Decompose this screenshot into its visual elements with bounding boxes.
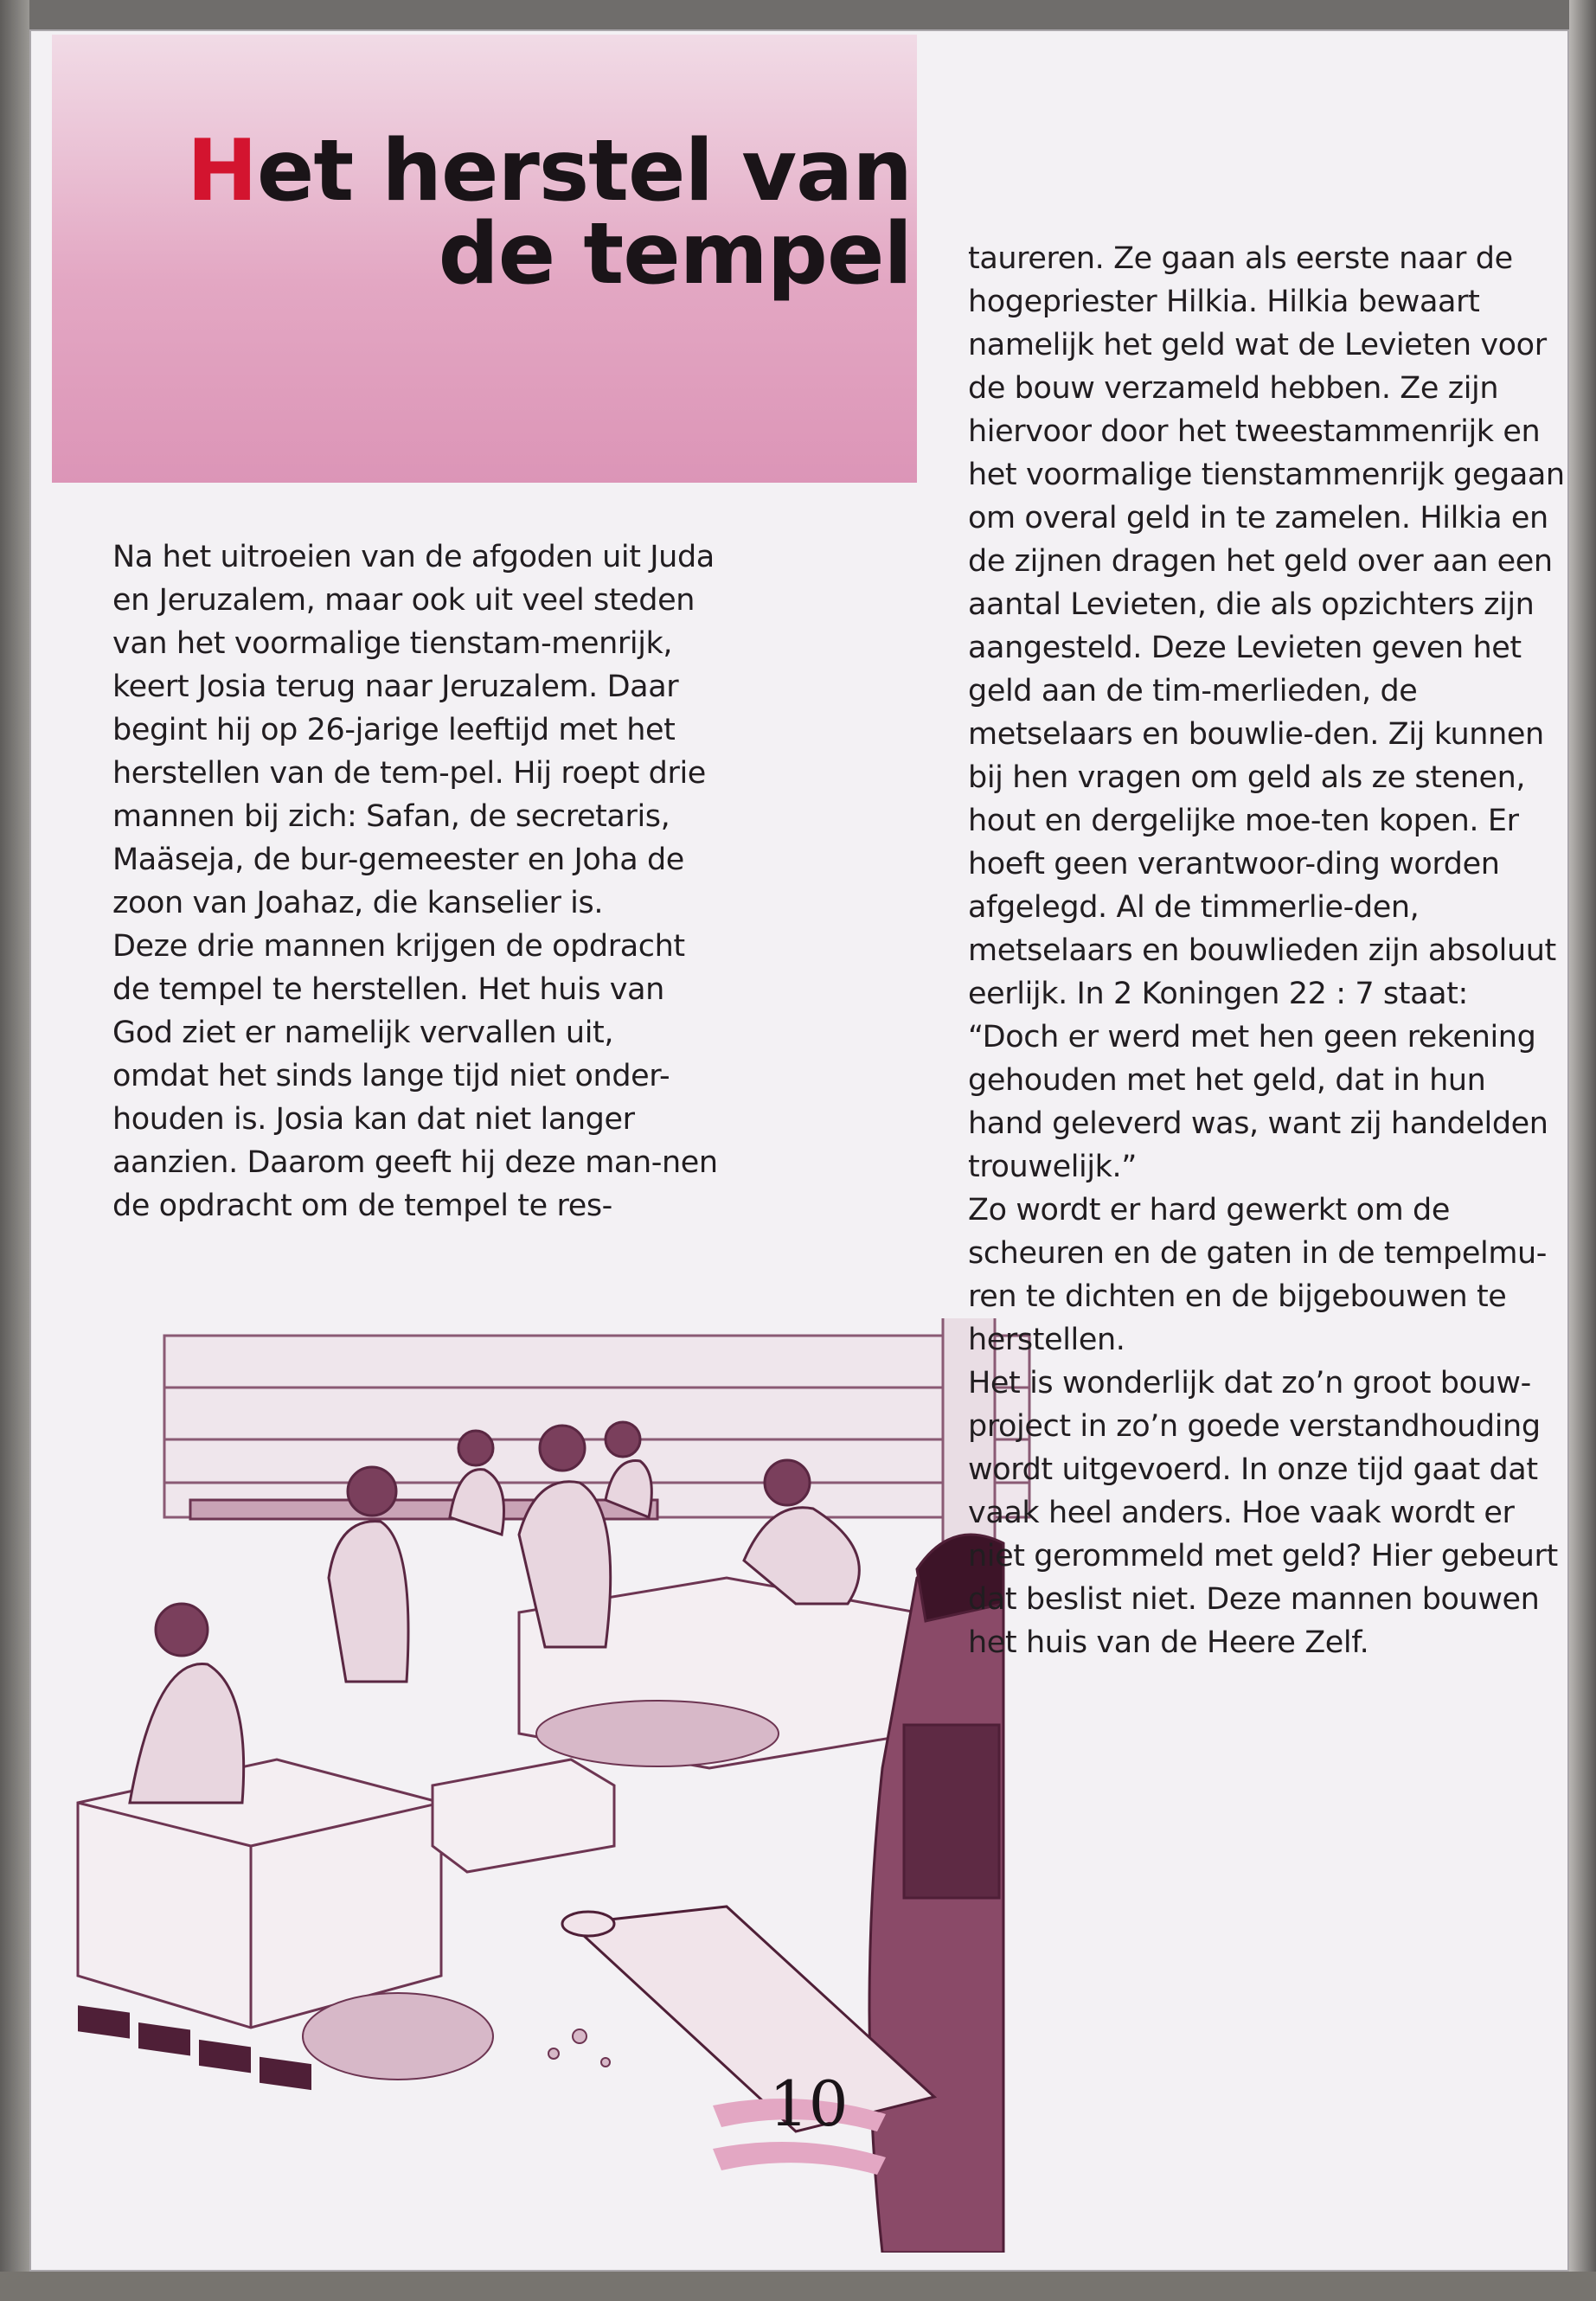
- page-title: [133, 122, 912, 304]
- book-cover-right: [1569, 0, 1596, 2301]
- book-page: [29, 29, 1569, 2272]
- left-text-column: [112, 535, 718, 1227]
- paragraph: taureren. Ze gaan als eerste naar de hogepriester Hilkia. Hilkia bewaart namelijk het geld wat de Levieten voor de bouw verzameld hebben. Ze zijn hiervoor door het tweestammenrijk en het voormalige tienstammenrijk gegaan om overal geld in te zamelen. Hilkia en de zijnen dragen het geld over aan een aantal Levieten, die als opzichters zijn aangesteld. Deze Levieten geven het geld aan de tim-merlieden, de metselaars en bouwlie-den. Zij kunnen bij hen vragen om geld als ze stenen, hout en dergelijke moe-ten kopen. Er hoeft geen verantwoor-ding worden afgelegd. Al de timmerlie-den, metselaars en bouwlieden zijn absoluut eerlijk. In 2 Koningen 22 : 7 staat: “Doch er werd met hen geen rekening gehouden met het geld, dat in hun hand geleverd was, want zij handelden trouwelijk.”: [968, 241, 1565, 1184]
- right-text-column: [968, 237, 1565, 1664]
- title-band: [52, 35, 917, 483]
- title-initial: H: [186, 122, 257, 221]
- paragraph: Zo wordt er hard gewerkt om de scheuren en de gaten in de tempelmu-ren te dichten en de bijgebouwen te herstellen.: [968, 1193, 1548, 1357]
- book-cover-bottom: [0, 2272, 1596, 2301]
- paragraph: Deze drie mannen krijgen de opdracht de tempel te herstellen. Het huis van God ziet er namelijk vervallen uit, omdat het sinds lange tijd niet onder-houden is. Josia kan dat niet langer aanzien. Daarom geeft hij deze man-nen de opdracht om de tempel te res-: [112, 929, 718, 1223]
- title-text: et herstel van de tempel: [256, 122, 912, 304]
- book-cover-left: [0, 0, 29, 2301]
- book-cover-top: [0, 0, 1596, 29]
- paragraph: Het is wonderlijk dat zo’n groot bouw-project in zo’n goede verstandhouding wordt uitgevoerd. In onze tijd gaat dat vaak heel anders. Hoe vaak wordt er niet gerommeld met geld? Hier gebeurt dat beslist niet. Deze mannen bouwen het huis van de Heere Zelf.: [968, 1366, 1558, 1660]
- worker-figure: [130, 1604, 244, 1803]
- page-number: 10: [769, 2067, 849, 2140]
- paragraph: Na het uitroeien van de afgoden uit Juda en Jeruzalem, maar ook uit veel steden van het voormalige tienstam-menrijk, keert Josia terug naar Jeruzalem. Daar begint hij op 26-jarige leeftijd met het herstellen van de tem-pel. Hij roept drie mannen bij zich: Safan, de secretaris, Maäseja, de bur-gemeester en Joha de zoon van Joahaz, die kanselier is.: [112, 540, 715, 920]
